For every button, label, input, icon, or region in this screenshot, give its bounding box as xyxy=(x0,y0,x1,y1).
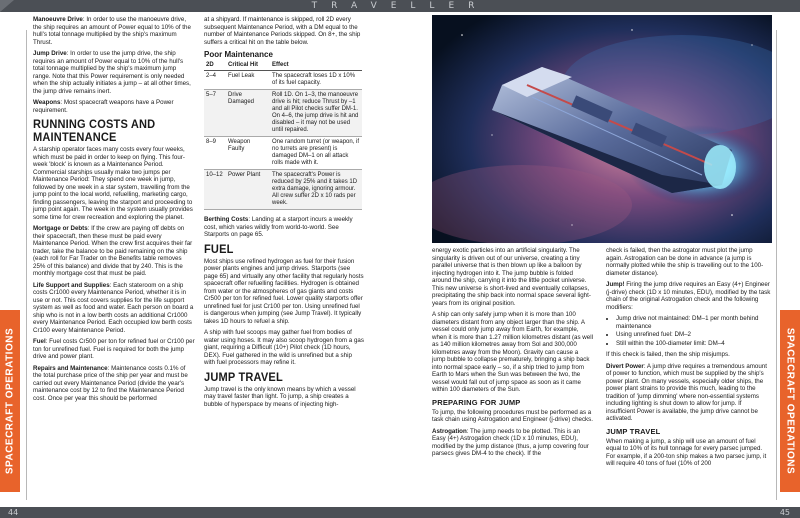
text-astrogation: : The jump needs to be plotted. This is an Easy (4+) Astrogation check (1D x 10 minutes, EDU), modified by the jump distance (thus, a jump covering four parsecs gives DM-4 to the check). If the xyxy=(432,427,589,457)
term-life-support: Life Support and Supplies xyxy=(33,281,110,289)
table-cell: Fuel Leak xyxy=(226,71,270,90)
list-item: • Jump drive not maintained: DM–1 per month behind maintenance xyxy=(616,315,771,330)
table-row xyxy=(204,137,362,170)
table-cell: The spacecraft's Power is reduced by 25% and it takes 1D extra damage, ignoring armour. All crew suffer 2D x 10 rads per week. xyxy=(270,170,362,210)
paragraph-jump-travel: Jump travel is the only known means by which a vessel may travel faster than light. To jump, a ship creates a bubble of hyperspace by means of injecting high- xyxy=(204,385,356,408)
page-number-right: 45 xyxy=(779,508,790,517)
paragraph-jump-limit: A ship can only safely jump when it is more than 100 diameters distant from any object larger than the ship. A vessel could only jump away from Earth, for example, when it is more than 1.27 million kilometres distant (as well as 140 million kilometres away from Sol and 300,000 kilometres away from the Moon). Gravity can cause a jump bubble to collapse prematurely, bringing a ship back into normal space early – so, if a ship tried to jump from Earth to Mars when the Sun was between the two, the vessel would fall out of jump space as soon as it came within 100 diameters of the Sun. xyxy=(432,311,593,393)
table-cell: One random turret (or weapon, if no turrets are present) is damaged DM–1 on all attack rolls made with it. xyxy=(270,137,362,170)
paragraph-manoeuvre-drive xyxy=(33,16,195,46)
paragraph-fuel-cost xyxy=(33,338,195,361)
term-fuel: Fuel xyxy=(33,338,46,345)
starship-illustration xyxy=(432,15,772,243)
right-frame-line xyxy=(776,30,777,500)
paragraph-check-failed: check is failed, then the astrogator must plot the jump again. Astrogation can be done in advance (a jump is normally plotted while the ship is travelling out to the 100-diameter distance). xyxy=(606,247,764,277)
brand-title: TRAVELLER xyxy=(311,1,489,11)
paragraph-task-chain: To jump, the following procedures must be performed as a task chain using Astrogation and Engineer (j-drive) checks. xyxy=(432,408,593,423)
paragraph-misjump: If this check is failed, then the ship misjumps. xyxy=(606,351,730,358)
paragraph-astrogation xyxy=(432,428,593,458)
table-cell: Drive Damaged xyxy=(226,90,270,137)
paragraph-divert-power xyxy=(606,363,771,423)
heading-fuel: FUEL xyxy=(204,241,234,256)
right-section-label: SPACECRAFT OPERATIONS xyxy=(784,327,796,475)
heading-poor-maintenance: Poor Maintenance xyxy=(204,50,273,59)
term-jump: Jump! xyxy=(606,281,625,288)
paragraph-jump-drive xyxy=(33,50,195,95)
bottom-banner xyxy=(0,507,800,518)
table-cell: The spacecraft loses 1D x 10% of its fuel capacity. xyxy=(270,71,362,90)
text-berthing: : Landing at a starport incurs a weekly cost, which varies wildly from world-to-world. See Starports on page 65. xyxy=(204,216,353,238)
heading-jump-travel: JUMP TRAVEL xyxy=(204,369,283,384)
table-cell: 2–4 xyxy=(204,71,226,90)
term-divert-power: Divert Power xyxy=(606,362,644,370)
term-mortgage: Mortgage or Debts xyxy=(33,225,88,232)
left-section-tab xyxy=(0,310,20,492)
paragraph-repairs xyxy=(33,365,195,403)
column-2 xyxy=(204,16,364,412)
paragraph-life-support xyxy=(33,282,195,335)
table-header: Effect xyxy=(270,61,362,71)
text-manoeuvre-drive: : In order to use the manoeuvre drive, the ship requires an amount of Power equal to 10% of the hull's total tonnage multiplied by the ship's maximum Thrust. xyxy=(33,16,191,46)
paragraph-shipyard: at a shipyard. If maintenance is skipped, roll 2D every subsequent Maintenance Period, with a DM equal to the number of Maintenance Periods skipped. On 8+, the ship suffers a critical hit on the table below. xyxy=(204,16,361,46)
text-fuel-cost: : Fuel costs Cr500 per ton for refined fuel or Cr100 per ton for unrefined fuel. Fuel is required for both the jump drive and power plant. xyxy=(33,338,195,360)
term-weapons: Weapons xyxy=(33,99,61,106)
text-mortgage: : If the crew are paying off debts on their spacecraft, then these must be paid every Maintenance Period. When the crew first acquires their far trader, take the balance to be paid remaining on the ship (each roll for Far Trader on the Benefits table removes 25% of this balance) and divide that by 240. This is the monthly mortgage cost that must be paid. xyxy=(33,225,193,277)
text-jump-drive: : In order to use the jump drive, the ship requires an amount of Power equal to 10% of the hull's total tonnage multiplied by the ship's maximum jump range. Note that this Power requirement is only needed when the ship actually initiates a jump – at all other times, the jump drive remains inert. xyxy=(33,50,191,95)
table-row xyxy=(204,90,362,137)
text-life-support: : Each stateroom on a ship costs Cr1000 every Maintenance Period, whether it is in use or not. This cost covers supplies for the life support system as well as food and water. Each person on board a ship who is not in a low berth costs an additional Cr1000 every Maintenance Period. Each occupied low berth costs Cr100 every Maintenance Period. xyxy=(33,281,194,334)
heading-preparing-for-jump: PREPARING FOR JUMP xyxy=(432,397,521,407)
paragraph-running-costs: A starship operator faces many costs every four weeks, which must be paid in order to keep on flying. This four-week 'block' is known as a Maintenance Period. Commercial starships usually make two jumps per Maintenance Period: They spend one week in jump, followed by one week in a star system, travelling from the jump point to the local world, refuelling, marketing cargo, finding passengers, leaving the starport and proceeding to jump point again. The week in the system usually provides some time for crew recreation and exploring the planet. xyxy=(33,146,193,221)
term-berthing: Berthing Costs xyxy=(204,216,249,223)
paragraph-fuel-scoops: A ship with fuel scoops may gather fuel from bodies of water using hoses. It may also scoop hydrogen from a gas giant, requiring a Difficult (10+) Pilot check (1D hours, DEX). Fuel gathered in the wild is unrefined but a ship with fuel processors may refine it. xyxy=(204,329,364,366)
table-header: 2D xyxy=(204,61,226,71)
table-cell: Roll 1D. On 1–3, the manoeuvre drive is hit; reduce Thrust by –1 and all Pilot checks suffer DM-1. On 4–6, the jump drive is hit and disabled – it may not be used until repaired. xyxy=(270,90,362,137)
list-item: • Still within the 100-diameter limit: DM–4 xyxy=(616,340,771,348)
column-4 xyxy=(606,247,771,472)
table-row xyxy=(204,71,362,90)
table-header: Critical Hit xyxy=(226,61,270,71)
paragraph-weapons xyxy=(33,99,195,114)
right-section-tab xyxy=(780,310,800,492)
paragraph-berthing xyxy=(204,216,364,239)
top-banner xyxy=(0,0,800,12)
term-astrogation: Astrogation xyxy=(432,427,467,435)
paragraph-jump-fuel: When making a jump, a ship will use an amount of fuel equal to 10% of its hull tonnage for every parsec jumped. For example, if a 200-ton ship makes a two parsec jump, it will require 40 tons of fuel (10% of 200 xyxy=(606,437,767,467)
table-cell: 8–9 xyxy=(204,137,226,170)
text-repairs: : Maintenance costs 0.1% of the total purchase price of the ship per year and must be carried out every Maintenance Period (divide the year's maintenance cost by 12 to find the Maintenance Period cost. Once per year this should be performed xyxy=(33,364,188,402)
term-jump-drive: Jump Drive xyxy=(33,50,67,57)
table-header-row xyxy=(204,61,362,71)
left-section-label: SPACECRAFT OPERATIONS xyxy=(4,327,16,475)
text-weapons: : Most spacecraft weapons have a Power requirement. xyxy=(33,99,174,114)
modifier-list xyxy=(616,315,771,347)
paragraph-singularity: energy exotic particles into an artificial singularity. The singularity is driven out of our universe, creating a tiny parallel universe that is then blown up like a balloon by injecting hydrogen into it. The jump bubble is folded around the ship, carrying it into the little pocket universe. This new universe is short-lived and eventually collapses, precipitating the ship back into normal space several light-years from its original position. xyxy=(432,247,591,307)
left-frame-line xyxy=(26,30,27,500)
poor-maintenance-table xyxy=(204,61,362,210)
heading-jump-travel-fuel: JUMP TRAVEL xyxy=(606,426,661,436)
heading-running-costs: RUNNING COSTS AND MAINTENANCE xyxy=(33,117,156,144)
column-3 xyxy=(432,247,593,462)
term-repairs: Repairs and Maintenance xyxy=(33,364,108,372)
text-jump: Firing the jump drive requires an Easy (4+) Engineer (j-drive) check (1D x 10 minutes, EDU), modified by the task chain of the original Astrogation check and the following modifiers: xyxy=(606,281,771,311)
table-cell: 5–7 xyxy=(204,90,226,137)
paragraph-fuel: Most ships use refined hydrogen as fuel for their fusion power plants engines and jump drives. Starports (see page 65) and virtually any other facility that regularly hosts spacecraft offer refuelling facilities. Hydrogen is obtained from water or the atmospheres of gas giants and costs Cr500 per ton for refined fuel. Lower quality starports offer unrefined fuel for just Cr100 per ton. Using unrefined fuel is dangerous when jumping (see Jump Travel). It typically takes 1D hours to refuel a ship. xyxy=(204,257,364,325)
list-item: • Using unrefined fuel: DM–2 xyxy=(616,331,771,339)
column-1 xyxy=(33,16,195,406)
paragraph-mortgage xyxy=(33,225,195,278)
table-cell: 10–12 xyxy=(204,170,226,210)
table-row xyxy=(204,170,362,210)
starship-artwork xyxy=(432,15,772,243)
table-cell: Weapon Faulty xyxy=(226,137,270,170)
text-divert-power: : A jump drive requires a tremendous amount of power to function, which must be supplied by the ship's power plant. On many vessels, especially older ships, the power plant strains to provide this much, leading to the tradition of 'jump dimming' where non-essential systems including lighting is shut down to allow for jump. If insufficient Power is available, the jump drive cannot be activated. xyxy=(606,362,767,422)
page-number-left: 44 xyxy=(8,508,19,517)
term-manoeuvre-drive: Manoeuvre Drive xyxy=(33,16,83,23)
table-cell: Power Plant xyxy=(226,170,270,210)
paragraph-jump xyxy=(606,281,771,311)
